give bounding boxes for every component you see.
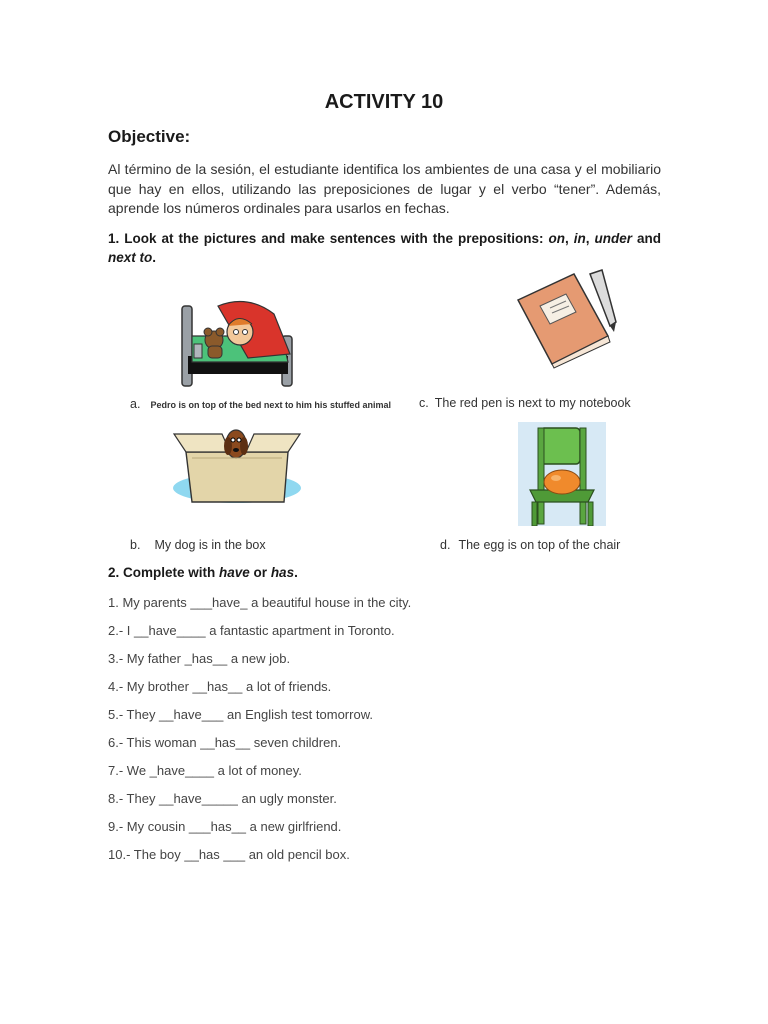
list-item: 4.- My brother __has__ a lot of friends. <box>108 679 332 694</box>
page-title: ACTIVITY 10 <box>324 91 444 113</box>
list-item: 1. My parents ___have_ a beautiful house in the city. <box>108 595 412 610</box>
caption-c: c. The red pen is next to my notebook <box>419 396 631 410</box>
list-item: 10.- The boy __has ___ an old pencil box. <box>108 847 350 862</box>
notebook-and-pen-image <box>512 266 620 370</box>
exercise1-instruction: 1. Look at the pictures and make sentences with the prepositions: on, in, under and next to. <box>108 231 661 265</box>
objective-text: Al término de la sesión, el estudiante identifica los ambientes de una casa y el mobiliario que hay en ellos, utilizando las preposiciones de lugar y el verbo “tener”. Además, aprende los números ordinales para usarlos en fechas. <box>108 161 661 216</box>
list-item: 3.- My father _has__ a new job. <box>108 651 291 666</box>
list-item: 9.- My cousin ___has__ a new girlfriend. <box>108 819 342 834</box>
caption-d: d. The egg is on top of the chair <box>440 538 621 552</box>
caption-a: a. Pedro is on top of the bed next to him his stuffed animal <box>130 397 391 411</box>
egg-on-chair-image <box>518 422 606 526</box>
objective-heading: Objective: <box>108 127 191 146</box>
exercise2-instruction: 2. Complete with have or has. <box>108 565 298 580</box>
list-item: 6.- This woman __has__ seven children. <box>108 735 342 750</box>
boy-in-bed-image <box>178 296 296 390</box>
list-item: 8.- They __have_____ an ugly monster. <box>108 791 337 806</box>
exercise2-list <box>108 595 411 875</box>
list-item: 5.- They __have___ an English test tomorrow. <box>108 707 373 722</box>
list-item: 2.- I __have____ a fantastic apartment in Toronto. <box>108 623 395 638</box>
dog-in-box-image <box>170 422 304 506</box>
caption-b: b. My dog is in the box <box>130 538 266 552</box>
list-item: 7.- We _have____ a lot of money. <box>108 763 302 778</box>
